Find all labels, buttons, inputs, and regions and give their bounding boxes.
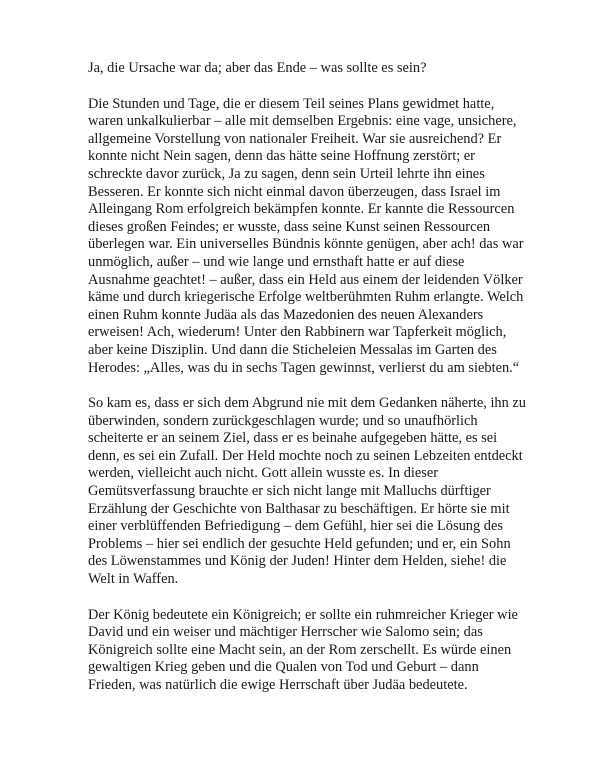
body-text — [88, 60, 528, 713]
paragraph-1: Ja, die Ursache war da; aber das Ende – was sollte es sein? — [88, 60, 427, 76]
paragraph-3: So kam es, dass er sich dem Abgrund nie mit dem Gedanken näherte, ihn zu überwinden, sondern zurückgeschlagen wurde; und so unaufhörlich scheiterte er an seinem Ziel, dass er es beinahe aufgegeben hätte, es sei denn, es sei ein Zufall. Der Held mochte noch zu seinen Lebzeiten entdeckt werden, vielleicht auch nicht. Gott allein wusste es. In dieser Gemütsverfassung brauchte er sich nicht lange mit Malluchs dürftiger Erzählung der Geschichte von Balthasar zu beschäftigen. Er hörte sie mit einer verblüffenden Befriedigung – dem Gefühl, hier sei die Lösung des Problems – hier sei endlich der gesuchte Held gefunden; und er, ein Sohn des Löwenstammes und König der Juden! Hinter dem Helden, siehe! die Welt in Waffen. — [88, 395, 527, 588]
paragraph-4: Der König bedeutete ein Königreich; er sollte ein ruhmreicher Krieger wie David und ein weiser und mächtiger Herrscher wie Salomo sein; das Königreich sollte eine Macht sein, an der Rom zerschellt. Es würde einen gewaltigen Krieg geben und die Qualen von Tod und Geburt – dann Frieden, was natürlich die ewige Herrschaft über Judäa bedeutete. — [88, 606, 518, 693]
paragraph-2: Die Stunden und Tage, die er diesem Teil seines Plans gewidmet hatte, waren unkalkulierbar – alle mit demselben Ergebnis: eine vage, unsichere, allgemeine Vorstellung von nationaler Freiheit. War sie ausreichend? Er konnte nicht Nein sagen, denn das hätte seine Hoffnung zerstört; er schreckte davor zurück, Ja zu sagen, denn sein Urteil lehrte ihn eines Besseren. Er konnte sich nicht einmal davon überzeugen, dass Israel im Alleingang Rom erfolgreich bekämpfen konnte. Er kannte die Ressourcen dieses großen Feindes; er wusste, dass seine Kunst seinen Ressourcen überlegen war. Ein universelles Bündnis könnte genügen, aber ach! das war unmöglich, außer – und wie lange und ernsthaft hatte er auf diese Ausnahme geachtet! – außer, dass ein Held aus einem der leidenden Völker käme und durch kriegerische Erfolge weltberühmten Ruhm erlangte. Welch einen Ruhm konnte Judäa als das Mazedonien des neuen Alexanders erweisen! Ach, wiederum! Unter den Rabbinern war Tapferkeit möglich, aber keine Disziplin. Und dann die Sticheleien Messalas im Garten des Herodes: „Alles, was du in sechs Tagen gewinnst, verlierst du am siebten.“ — [88, 95, 524, 376]
